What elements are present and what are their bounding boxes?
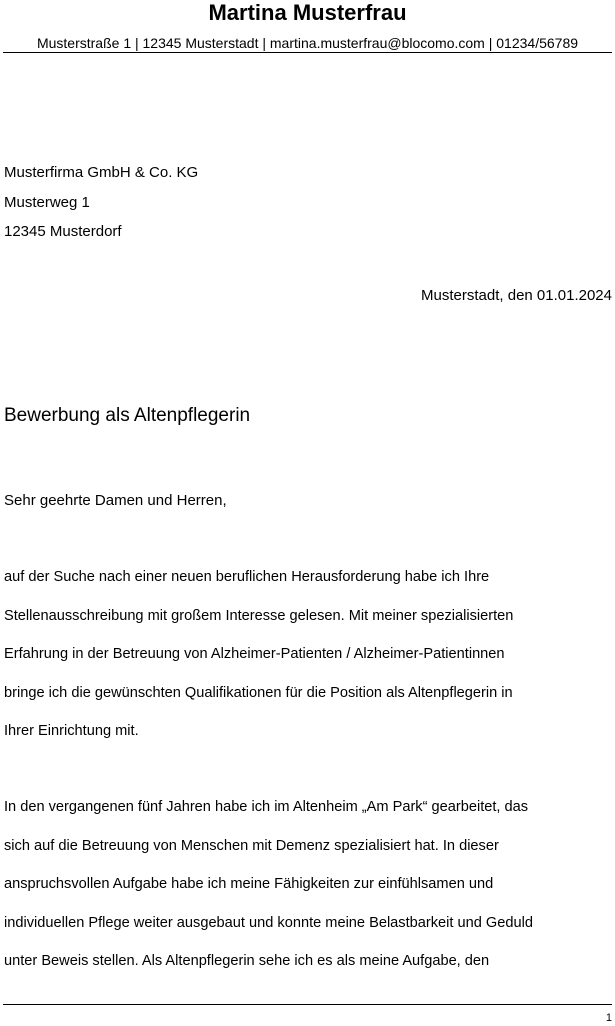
recipient-street: Musterweg 1: [4, 193, 90, 211]
paragraph-line: individuellen Pflege weiter ausgebaut und konnte meine Belastbarkeit und Geduld: [4, 914, 533, 931]
recipient-address: [4, 158, 198, 247]
paragraph-line: Erfahrung in der Betreuung von Alzheimer-Patienten / Alzheimer-Patientinnen: [4, 646, 505, 662]
body-paragraph-2: [4, 788, 533, 981]
sender-name: Martina Musterfrau: [208, 0, 407, 25]
page-number: 1: [605, 1012, 612, 1024]
recipient-city: 12345 Musterdorf: [4, 223, 122, 240]
paragraph-line: In den vergangenen fünf Jahren habe ich im Altenheim „Am Park“ gearbeitet, das: [4, 799, 529, 815]
paragraph-line: auf der Suche nach einer neuen beruflichen Herausforderung habe ich Ihre: [4, 569, 490, 585]
paragraph-line: sich auf die Betreuung von Menschen mit Demenz spezialisiert hat. In dieser: [4, 837, 499, 854]
footer-divider: [3, 1004, 612, 1005]
paragraph-line: Stellenausschreibung mit großem Interesse gelesen. Mit meiner spezialisierten: [4, 607, 514, 624]
recipient-company: Musterfirma GmbH & Co. KG: [4, 164, 199, 181]
paragraph-line: Ihrer Einrichtung mit.: [4, 723, 139, 739]
paragraph-line: unter Beweis stellen. Als Altenpflegerin sehe ich es als meine Aufgabe, den: [4, 953, 490, 969]
date-line: Musterstadt, den 01.01.2024: [421, 287, 612, 304]
paragraph-line: bringe ich die gewünschten Qualifikationen für die Position als Altenpflegerin in: [4, 684, 513, 701]
header-divider: [3, 52, 612, 53]
body-paragraph-1: [4, 558, 513, 751]
subject-line: Bewerbung als Altenpflegerin: [4, 405, 251, 426]
salutation: Sehr geehrte Damen und Herren,: [4, 492, 227, 509]
sender-contact-line: Musterstraße 1 | 12345 Musterstadt | martina.musterfrau@blocomo.com | 01234/56789: [36, 35, 579, 51]
paragraph-line: anspruchsvollen Aufgabe habe ich meine Fähigkeiten zur einfühlsamen und: [4, 876, 494, 892]
